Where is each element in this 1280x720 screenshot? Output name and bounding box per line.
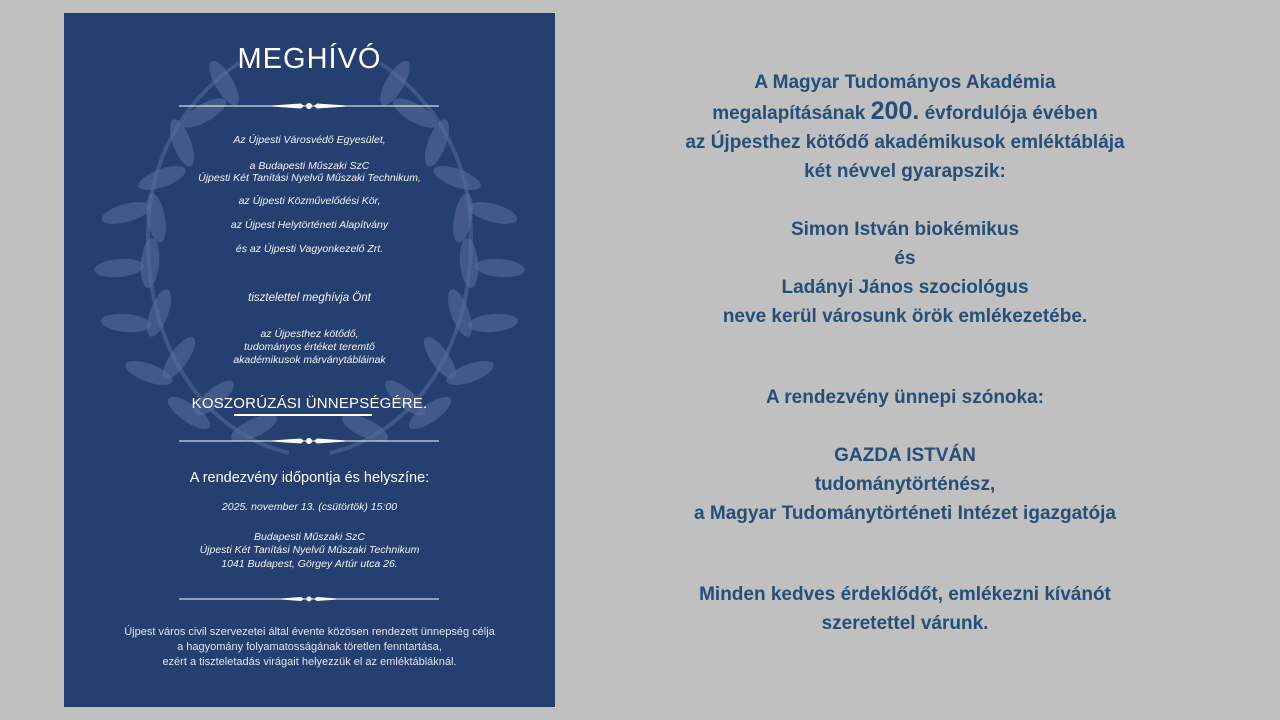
speaker-heading: A rendezvény ünnepi szónoka: xyxy=(765,387,1044,408)
closing-line: szeretettel várunk. xyxy=(821,613,989,634)
announcement-line: A Magyar Tudományos Akadémia xyxy=(754,72,1056,93)
footer-line: Újpest város civil szervezetei által évente közösen rendezett ünnepség célja xyxy=(124,626,495,638)
footer-line: a hagyomány folyamatosságának töretlen fenntartása, xyxy=(177,641,442,653)
event-datetime: 2025. november 13. (csütörtök) 15:00 xyxy=(221,501,398,513)
speaker-name: GAZDA ISTVÁN xyxy=(834,445,976,466)
announcement-fragment: évfordulója évében xyxy=(919,103,1098,124)
ornamental-divider-icon xyxy=(179,99,439,113)
honoree-name: Simon István biokémikus xyxy=(790,219,1020,240)
invites-text: tisztelettel meghívja Önt xyxy=(248,292,371,304)
venue-heading: A rendezvény időpontja és helyszíne: xyxy=(189,470,430,486)
event-name: KOSZORÚZÁSI ÜNNEPSÉGÉRE. xyxy=(191,395,428,412)
venue-line: 1041 Budapest, Görgey Artúr utca 26. xyxy=(221,558,398,570)
conjunction: és xyxy=(894,248,916,269)
invitation-title: MEGHÍVÓ xyxy=(237,43,382,75)
event-name-underline xyxy=(234,414,372,416)
announcement-fragment: megalapításának xyxy=(712,103,871,124)
speaker-title: tudománytörténész, xyxy=(814,474,996,495)
invitation-card xyxy=(64,13,555,707)
venue-line: Újpesti Két Tanítási Nyelvű Műszaki Technikum xyxy=(199,544,420,556)
announcement-line: két névvel gyarapszik: xyxy=(804,161,1006,182)
announcement-line xyxy=(610,97,1200,128)
organizer-line: Újpesti Két Tanítási Nyelvű Műszaki Technikum, xyxy=(198,172,421,184)
honoree-name: Ladányi János szociológus xyxy=(781,277,1029,298)
description-line: az Újpesthez kötődő, xyxy=(260,328,359,340)
footer-line: ezért a tiszteletadás virágait helyezzük el az emléktábláknál. xyxy=(162,656,457,668)
venue-line: Budapesti Műszaki SzC xyxy=(254,531,365,543)
organizer-line: az Újpesti Közművelődési Kör, xyxy=(238,195,381,207)
speaker-role: a Magyar Tudománytörténeti Intézet igazgatója xyxy=(694,503,1116,524)
anniversary-number: 200. xyxy=(870,97,920,125)
closing-line: Minden kedves érdeklődőt, emlékezni kívánót xyxy=(699,584,1111,605)
ornamental-divider-icon xyxy=(179,434,439,448)
organizer-line: a Budapesti Műszaki SzC xyxy=(249,160,370,172)
announcement-line: az Újpesthez kötődő akadémikusok emléktáblája xyxy=(685,132,1125,153)
invitation-content xyxy=(64,13,555,707)
announcement-line: neve kerül városunk örök emlékezetébe. xyxy=(722,306,1088,327)
announcement-text xyxy=(610,68,1200,638)
description-line: akadémikusok márványtábláinak xyxy=(233,354,386,366)
organizer-line: Az Újpesti Városvédő Egyesület, xyxy=(233,134,386,146)
organizer-line: az Újpest Helytörténeti Alapítvány xyxy=(230,219,389,231)
ornamental-divider-icon xyxy=(179,592,439,606)
description-line: tudományos értéket teremtő xyxy=(244,341,375,353)
invitation-footer xyxy=(64,625,555,670)
organizer-line: és az Újpesti Vagyonkezelő Zrt. xyxy=(235,243,384,255)
